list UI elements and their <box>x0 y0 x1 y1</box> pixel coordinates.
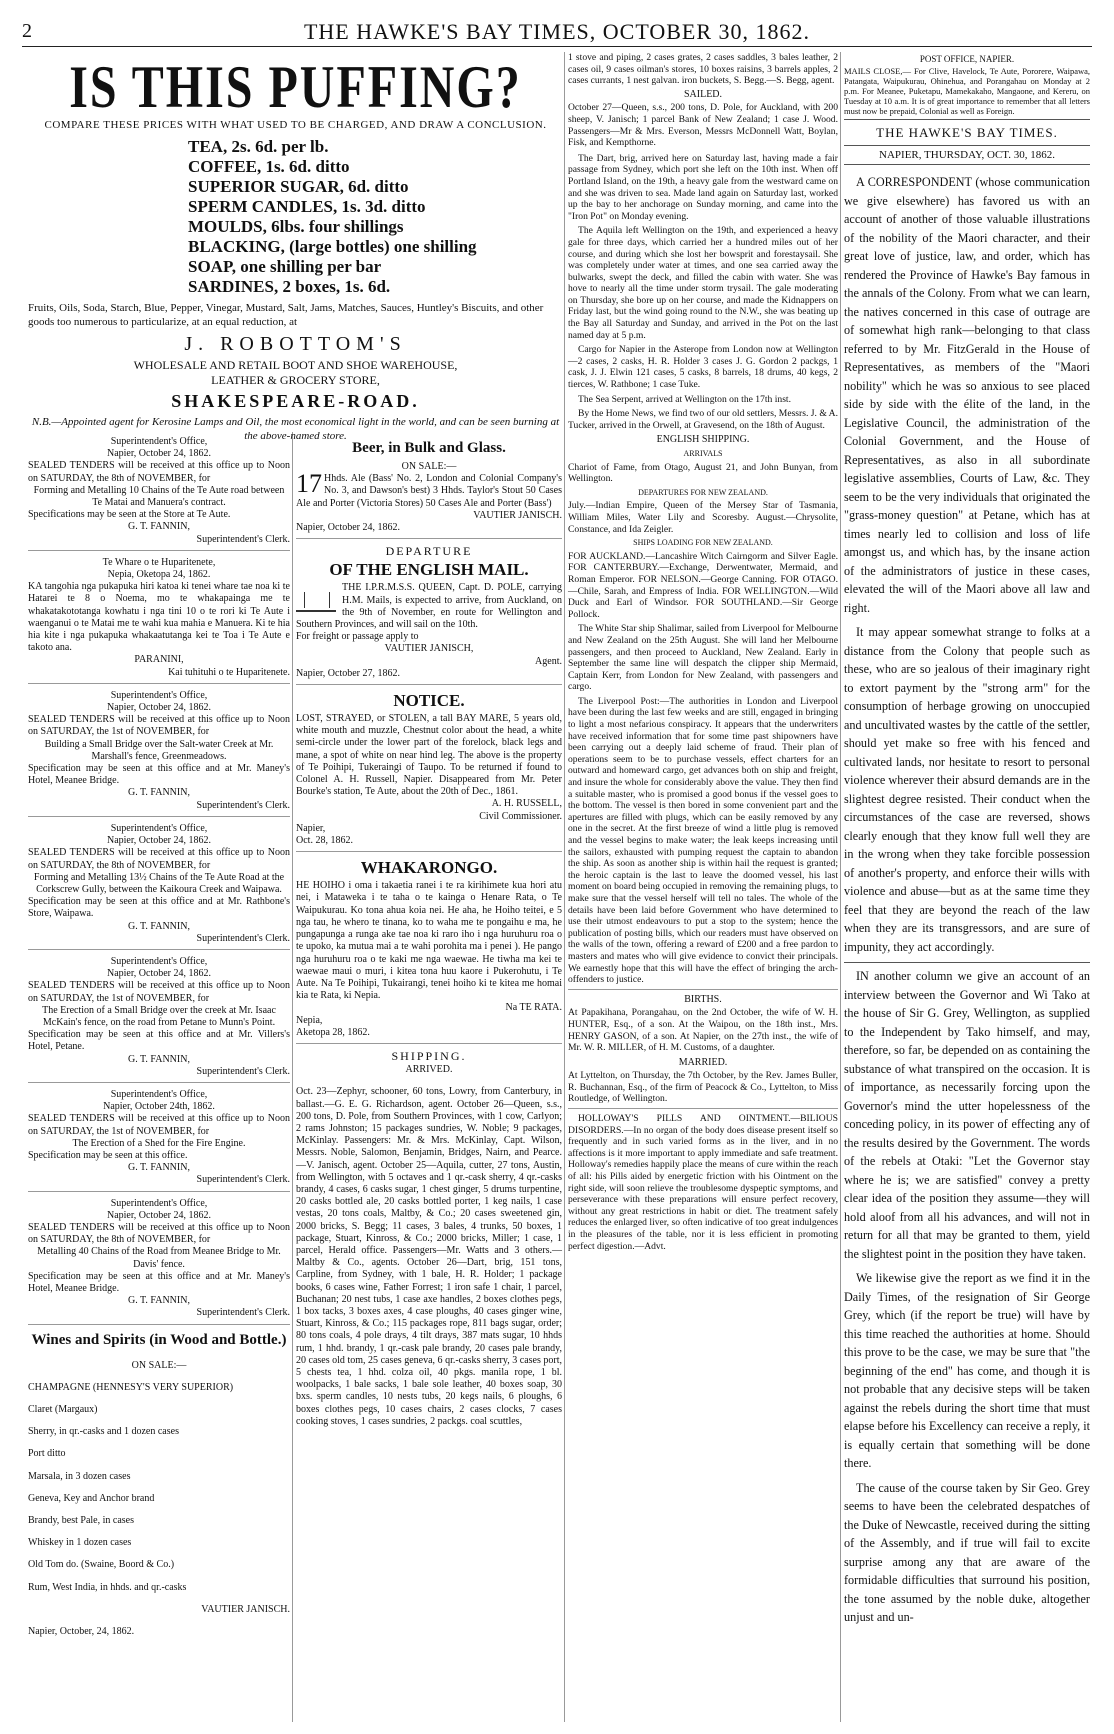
date-line: Napier, October 24th, 1862. <box>103 1101 215 1113</box>
shipping-heading: SHIPPING. <box>391 1048 467 1063</box>
signature: G. T. FANNIN, <box>128 1162 190 1174</box>
date-line: Napier, October 24, 1862. <box>106 1209 211 1221</box>
signature: G. T. FANNIN, <box>128 1053 190 1065</box>
tender-notice <box>28 1089 290 1192</box>
shop-subtitle: LEATHER & GROCERY STORE, <box>211 373 380 387</box>
notice-body: KA tangohia nga pukapuka hiri katoa ki tenei whare tae noa ki te Hatarei te 8 o Noema, mo te whakapainga me te whakatakototanga kowhatu i nga tini 10 o te rori ki Te Aute i waenganui o te Matai me te wahi kua mahia e Manuera. Ki te hia hia kite i nga pukapuka whakaatutanga kei te Toa i Te Aute e takoto ana. <box>28 581 290 654</box>
signature-role: Agent. <box>535 655 562 667</box>
maori-notice <box>28 557 290 684</box>
date-line: Napier, October 24, 1862. <box>296 522 401 534</box>
masthead <box>22 18 1092 47</box>
column-2 <box>296 436 562 1438</box>
editorial-paragraph: IN another column we give an account of an interview between the Governor and Wi Tako at the house of Sir G. Grey, Wellington, as supplied to the Independent by Tako himself, and may, therefore, so far, be depended on as containing the substance of what transpired on the occasion. It is of importance, as necessarily forcing upon the Governor's mind the utter hopelessness of the conceding policy, in its power of effecting any of the results desired by the Government. The words of the rebels at Otaki: "Let the Governor stay where he is; we are satisfied" convey a pretty clear idea of the position they assume—they will hold aloof from all his advances, and will not in return for all that may be granted to them, yield the slightest point in the position they have taken. <box>844 962 1090 1263</box>
steamship-icon <box>296 588 336 612</box>
price-item: SARDINES, 2 boxes, 1s. 6d. <box>188 277 391 296</box>
wine-item: Rum, West India, in hhds. and qr.-casks <box>28 1581 187 1593</box>
wine-item: Old Tom do. (Swaine, Boord & Co.) <box>28 1559 175 1571</box>
signature-role: Superintendent's Clerk. <box>196 1307 290 1319</box>
mail-body: THE I.P.R.M.S.S. QUEEN, Capt. D. POLE, carrying H.M. Mails, is expected to arrive, from Auckland, on the 9th of November, en route for Wellington and Southern Provinces, and will sail on the 10th. <box>296 582 562 631</box>
wine-item: Brandy, best Pale, in cases <box>28 1515 134 1527</box>
sea-serpent-report: The Sea Serpent, arrived at Wellington on the 17th inst. <box>578 393 791 405</box>
office-line: Superintendent's Office, <box>110 822 208 834</box>
signature-role: Superintendent's Clerk. <box>196 533 290 545</box>
office-line: Superintendent's Office, <box>110 955 208 967</box>
signature: G. T. FANNIN, <box>128 920 190 932</box>
office-line: Superintendent's Office, <box>110 1088 208 1100</box>
whakarongo-body: HE HOIHO i oma i takaetia ranei i te ra kirihimete kua hori atu nei, i Mataweka i te taha o te kainga o Henare Rata, o Te Waipukurau. Ko tona ahua koia nei. He aha, he Hoiho teitei, e 5 nga tau, he whero te tinana, ko to waha me te pongaihu e ma, he pungapunga a runga ake tae noa ki raro iho i nga huruhuru roa o te upoko, ka mutua mai a te wahi porohita ma i penei ). He pango nga huruhuru roa o te kaki me nga waewae. He tiwha ma kei te waewae maui o muri, i kitea tona huu kaore i Pukerohutu, i Te Aute. Na Te Poihipi, Tukairangi, tenei hoiho ki te kitea me homai kia te Rata, ki Nepia. <box>296 880 562 1002</box>
price-item: TEA, 2s. 6d. per lb. <box>188 137 329 156</box>
editorial-date: NAPIER, THURSDAY, OCT. 30, 1862. <box>844 145 1090 166</box>
wines-advertisement <box>28 1331 290 1639</box>
place-line: Nepia, <box>296 1014 323 1026</box>
office-line: Superintendent's Office, <box>110 1197 208 1209</box>
tender-body: SEALED TENDERS will be received at this office up to Noon on SATURDAY, the 1st of NOVEMBER, for <box>28 980 290 1004</box>
holloway-advertisement: HOLLOWAY'S PILLS AND OINTMENT.—BILIOUS DISORDERS.—In no organ of the body does disease present itself so frequently and in such varied forms as in the liver, and in no affections is it more important to apply immediate and safe treatment. Holloway's remedies happily place the means of cure within the reach of all: his Pills aided by energetic friction with his Ointment on the right side, will soon relieve the troublesome dyspeptic symptoms, and perseverance with these preparations will ensure perfect recovery, without any great restrictions in habit or diet. The treatment safely reduces the enlarged liver, so often indicative of too great indulgences in the pleasures of the table, nor it is less efficient in promoting perfect digestion.—Advt. <box>568 1113 838 1252</box>
price-item: SOAP, one shilling per bar <box>188 257 382 276</box>
sailed-heading: SAILED. <box>683 88 723 100</box>
tender-work: The Erection of a Shed for the Fire Engine. <box>72 1137 246 1149</box>
signature: VAUTIER JANISCH. <box>201 1603 290 1615</box>
column-rule <box>840 52 841 1722</box>
tender-spec: Specification may be seen at this office and at Mr. Maney's Hotel, Meanee Bridge. <box>28 763 290 787</box>
signature: G. T. FANNIN, <box>128 787 190 799</box>
date-line: Napier, October 24, 1862. <box>106 968 211 980</box>
loading-body: FOR AUCKLAND.—Lancashire Witch Cairngorm and Silver Eagle. FOR CANTERBURY.—Exchange, Derwentwater, Mermaid, and Roman Emperor. FOR NELSON.—George Canning. FOR OTAGO.—Chile, Sarah, and Empress of India. FOR WELLINGTON.—Wild Duck and Earl of Windsor. FOR SOUTHLAND.—Sir George Pollock. <box>568 550 838 620</box>
tender-spec: Specification may be seen at this office. <box>28 1149 188 1161</box>
signature-role: Superintendent's Clerk. <box>196 1065 290 1077</box>
tender-work: Building a Small Bridge over the Salt-water Creek at Mr. Marshall's fence, Greenmeadows. <box>44 738 274 762</box>
asterope-cargo: Cargo for Napier in the Asterope from London now at Wellington—2 cases, 2 casks, H. R. Holder 3 cases J. G. Gordon 2 packgs, 1 cask, J. J. Elwin 121 cases, 5 casks, 8 barrels, 18 drums, 40 kegs, 2 tierces, W. Rathbone; 1 case Tuke. <box>568 344 838 391</box>
post-office-heading: POST OFFICE, NAPIER. <box>919 54 1015 64</box>
wine-item: Port ditto <box>28 1448 66 1460</box>
signature: G. T. FANNIN, <box>128 1295 190 1307</box>
beer-advertisement <box>296 439 562 539</box>
tender-body: SEALED TENDERS will be received at this office up to Noon on SATURDAY, the 8th of NOVEMBER, for <box>28 1221 290 1246</box>
signature: A. H. RUSSELL, <box>491 798 562 810</box>
wine-item: CHAMPAGNE (HENNESY'S VERY SUPERIOR) <box>28 1381 234 1393</box>
shop-name: J. ROBOTTOM'S <box>184 333 407 355</box>
tender-notice <box>28 956 290 1083</box>
beer-quantity: 17 <box>296 469 322 499</box>
editorial-paragraph: A CORRESPONDENT (whose communication we give elsewhere) has favored us with an account of another of those valuable illustrations of the nobility of the Maori character, and their great love of justice, law, and order, which has rendered the Province of Hawke's Bay famous in the annals of the Colony. From what we can learn, the natives concerned in this case of outrage are of somewhat high rank—belonging to that class referred to by Mr. FitzGerald in the House of Representatives, as members of the "Maori nobility" which he was so anxious to see placed side by side with the élite of the land, in the Legislative Council, the administration of the Colonial Government, and the House of Representatives, as also in all subordinate legislative assemblies, Courts of Law, &c. They seem to be the very individuals that originated the "grass-money question" at Petane, which has at times nearly led to collision and loss of life amongst us, and which has, by the insane action of the administrators of justice in these cases, elevated the will of the Maori above all law and right. <box>844 175 1090 615</box>
date-line: Napier, October 24, 1862. <box>106 702 211 714</box>
tender-work: Forming and Metalling 10 Chains of the Te Aute road between Te Matai and Manuera's contract. <box>33 484 285 509</box>
notice-heading: NOTICE. <box>393 691 465 711</box>
place-line: Napier, <box>296 822 326 834</box>
date-line: Napier, October 27, 1862. <box>296 667 401 679</box>
date-line: Nepia, Oketopa 24, 1862. <box>107 569 211 581</box>
beer-heading: Beer, in Bulk and Glass. <box>352 440 506 456</box>
liverpool-post-report: The Liverpool Post:—The authorities in London and Liverpool have been during the last few weeks and are still, engaged in bringing to light a most nefarious conspiracy. It appears that the underwriters have received information that for some time past shipowners have been carrying out a deeply laid scheme of fraud. Their plan of operations seem to be to purchase vessels, effect charters for an outward and homeward cargo, get advances both on ship and freight, and insure the whole for considerably above the value. They then find a suitable master, who is promised a good bonus if the vessel goes to the bottom. The vessel is then bored in some convenient part and the apertures are filled with plugs, which can be easily removed by any one in the secret. At the first breeze of wind a little plug is removed and the vessel begins to make water; the leak keeps increasing until the sailors, exhausted with pumping request the captain to abandon the ship. As soon as another ship is within hail the request is granted; the heroic captain is the last to leave the doomed vessel, his last moment on board being occupied in removing the remaining plugs, to make sure that the vessel herself will tell no tales. The whole of the details have been laid before Government who have determined to use their utmost endeavours to put a stop to the system; hence the publication of posting bills, which our readers must have observed on the walls of the town, offering a reward of £200 and a free pardon to masters and mates who will give evidence to convict their principals. We earnestly hope that this will have the effect of bringing the arch-offenders to justice. <box>568 696 838 990</box>
signature-role: Kai tuhituhi o te Huparitenete. <box>168 666 290 678</box>
price-list <box>188 137 563 297</box>
loading-heading: SHIPS LOADING FOR NEW ZEALAND. <box>633 538 773 548</box>
tender-notice <box>28 690 290 817</box>
tender-work: The Erection of a Small Bridge over the creek at Mr. Isaac McKain's fence, on the road from Petane to Munn's Point. <box>42 1004 276 1028</box>
shop-note: N.B.—Appointed agent for Kerosine Lamps and Oil, the most economical light in the world, and can be seen burning at the above-named store. <box>31 416 560 442</box>
post-office-body: MAILS CLOSE,— For Clive, Havelock, Te Aute, Pororere, Waipawa, Patangata, Waipukurau, Ohinehua, and Porangahau on Monday at 2 p.m. For Meanee, Puketapu, Mamekakaho, Mangaone, and Kereru, on Tuesday at 10 a.m. It is of great importance to remember that all letters must now be prepaid, Colonial as well as Foreign. <box>844 66 1090 116</box>
date-line: Oct. 28, 1862. <box>296 835 353 847</box>
shop-subtitle: WHOLESALE AND RETAIL BOOT AND SHOE WAREHOUSE, <box>133 358 458 372</box>
post-office-notice <box>844 54 1090 120</box>
departures-heading: DEPARTURES FOR NEW ZEALAND. <box>638 487 768 497</box>
tender-work: Forming and Metalling 13½ Chains of the Te Aute Road at the Corkscrew Gully, between the Kaikoura Creek and Waipawa. <box>33 871 285 895</box>
shop-road: SHAKESPEARE-ROAD. <box>171 391 420 411</box>
aquila-report: The Aquila left Wellington on the 19th, and experienced a heavy gale for three days, which carried her a hundred miles out of her course, and during which she lost her bowsprit and forestaysail. She was completely under water at times, and one sea carried away the bulwarks, swept the deck, and filled the cabin with water. She was hove to nearly all the time under storm trysail. The gale moderating on Thursday, she bore up on her course, and made the Kidnappers on Friday last, but the wind going round to the N.W., she was beating up the Bay all Saturday and Sunday, and arrived in the Pot on the last named day at 5 p.m. <box>568 225 838 341</box>
signature: VAUTIER JANISCH, <box>384 643 474 655</box>
mail-heading-2: OF THE ENGLISH MAIL. <box>329 560 529 580</box>
arrivals-heading: ARRIVALS <box>683 449 723 458</box>
price-item: BLACKING, (large bottles) one shilling <box>188 237 477 256</box>
home-news-report: By the Home News, we find two of our old settlers, Messrs. J. & A. Tucker, arrived in the Orwell, at Gravesend, on the 18th of August. <box>568 408 838 431</box>
price-item: COFFEE, 1s. 6d. ditto <box>188 157 350 176</box>
arrived-heading: ARRIVED. <box>405 1064 453 1076</box>
signature-role: Civil Commissioner. <box>479 810 562 822</box>
date-line: Napier, October 24, 1862. <box>106 835 211 847</box>
tender-spec: Specification may be seen at this office and at Mr. Maney's Hotel, Meanee Bridge. <box>28 1270 290 1294</box>
puffing-lead: COMPARE THESE PRICES WITH WHAT USED TO BE CHARGED, AND DRAW A CONCLUSION. <box>44 119 547 131</box>
whakarongo-notice <box>296 858 562 1044</box>
editorial-paragraph: It may appear somewhat strange to folks at a distance from the Colony that people such as these, who are so jealous of their imaginary right to extort payment by the "strong arm" for the consumption of herbage growing on unoccupied and uncultivated wastes by the cattle of the settler, should yet make so free with his fenced and cultivated lands, nor hesitate to resort to personal violence wherever their absurd demands are in the slightest degree resisted. Their conduct when the circumstances of the case are reversed, shows clearly enough that they know full well they are in the wrong when they take forcible possession of another's property, and enforce their wills with violence and abuse—but as at the same time they feel that they are beyond the reach of the law when they are its transgressors, and are sure of impunity, they act accordingly. <box>844 625 1090 954</box>
tender-spec: Specification may be seen at this office and at Mr. Villers's Hotel, Petane. <box>28 1029 290 1053</box>
wine-item: Claret (Margaux) <box>28 1404 98 1416</box>
price-item: SPERM CANDLES, 1s. 3d. ditto <box>188 197 426 216</box>
shipping-body: Oct. 23—Zephyr, schooner, 60 tons, Lowry, from Canterbury, in ballast.—G. E. G. Richardson, agent. October 26—Queen, s.s., 200 tons, D. Pole, from Southern Provinces, with 1 cow, Carlyon; 2 rams Johnston; 15 packages sundries, W. Noble; 9 packages, McKinlay. Passengers: Mr. & Mrs. McKinlay, Capt. Wilson, Messrs. Noble, Salomon, Benjamin, Bridges, Nairn, and Pearce.—V. Janisch, agent. October 25—Aquila, cutter, 27 tons, Austin, from Wellington, with 5 octaves and 1 qr.-cask sherry, 4 qr.-casks brandy, 4 cases, 6 casks sugar, 1 chest ginger, 5 drums turpentine, 20 casks bottled ale, 20 casks bottled porter, 1 keg nails, 1 case vestas, 20 tons coals, Maltby, & Co.; 20 cases sweetened gin, 2000 bricks, S. Begg; 11 cases, 3 bales, 4 trunks, 50 boxes, 1 package, Stuart, Kinross, & Co.; 2000 bricks, Miller; 1 case, 1 parcel, Herald office. Passengers—Mr. Watts and 3 others.—Maltby & Co., agents. October 26—Dart, brig, 151 tons, Carpline, from Sydney, with 1 bale, H. R. Holder; 1 package books, 6 cases wine, Father Forrest; 1 iron safe 1 chair, 1 parcel, Buchanan; 20 nest tubs, 1 case axe handles, 2 boxes clothes pegs, 1 box tacks, 3 boxes axes, 4 case ploughs, 40 cases ginger wine, Stuart, Kinross, & Co.; 115 packages rope, 811 bags sugar, order; 80 tons coals, 4 pole drays, 4 tilt drays, 387 mats sugar, 10 hhds rum, 1 hhd. brandy, 1 qr.-cask pale brandy, 20 cases pale brandy, 20 cases old tom, 25 cases geneva, 6 qr.-casks sherry, 3 cases port, 5 chests tea, 1 hhd. colza oil, 40 pkgs. manila rope, 1 bl. woolpacks, 1 bale sacks, 1 bale sole leather, 40 boxes soap, 30 bxs. sperm candles, 10 nests tubs, 20 kegs nails, 6 ploughs, 6 boxes clothes pegs, 10 cases chairs, 2 cases clocks, 7 cases cooking stoves, 1 cases sundries, 2 packgs. coal scuttles, <box>296 1086 562 1427</box>
english-shipping-heading: ENGLISH SHIPPING. <box>656 434 750 446</box>
price-item: MOULDS, 6lbs. four shillings <box>188 217 404 236</box>
arrivals-body: Chariot of Fame, from Otago, August 21, and John Bunyan, from Wellington. <box>568 461 838 485</box>
tender-notice <box>28 823 290 950</box>
mail-heading-1: DEPARTURE <box>385 544 473 559</box>
tender-notice <box>28 436 290 551</box>
wine-item: Sherry, in qr.-casks and 1 dozen cases <box>28 1426 179 1438</box>
dart-report: The Dart, brig, arrived here on Saturday last, having made a fair passage from Sydney, which port she left on the 10th inst. When off Portland Island, on the 19th, a heavy gale from the westward came on and she was driven to sea. Made land again on Saturday last, worked up the bay to her anchorage on Sunday morning, and came into the "Iron Pot" on Monday evening. <box>568 152 838 222</box>
signature: PARANINI, <box>134 654 184 666</box>
office-line: Superintendent's Office, <box>110 436 208 447</box>
freight-line: For freight or passage apply to <box>296 631 419 643</box>
births-heading: BIRTHS. <box>684 993 722 1005</box>
tender-spec: Specification may be seen at this office and at Mr. Rathbone's Store, Waipawa. <box>28 896 290 920</box>
column-1 <box>28 436 290 1648</box>
price-item: SUPERIOR SUGAR, 6d. ditto <box>188 177 409 196</box>
signature-role: Superintendent's Clerk. <box>196 1174 290 1186</box>
tender-notice <box>28 1198 290 1325</box>
editorial-paragraph: The cause of the course taken by Sir Geo. Grey seems to have been the celebrated despatches of the Duke of Newcastle, received during the sitting of the Assembly, and if true will fail to excite surprise among any that are aware of the formidable difficulties that surround his position, the tone assumed by the noble duke, altogether unjust and un- <box>844 1480 1090 1624</box>
newspaper-title: THE HAWKE'S BAY TIMES, OCTOBER 30, 1862. <box>303 19 811 44</box>
mail-advertisement <box>296 545 562 685</box>
date-line: Napier, October, 24, 1862. <box>28 1626 135 1638</box>
page-number: 2 <box>22 20 32 42</box>
on-sale-label: ON SALE:— <box>131 1359 187 1371</box>
office-line: Superintendent's Office, <box>110 689 208 701</box>
wine-item: Marsala, in 3 dozen cases <box>28 1470 131 1482</box>
column-4 <box>844 52 1090 1633</box>
tender-spec: Specifications may be seen at the Store at Te Aute. <box>28 509 231 521</box>
column-3 <box>568 52 838 1252</box>
column-rule <box>292 432 293 1722</box>
editorial-paragraph: We likewise give the report as we find it in the Daily Times, of the resignation of Sir George Grey, which (if the report be true) will have by this time reached the authorities at home. Should this prove to be the case, we may be sure that "the beginning of the end" has come, and though it is not probable that any decisive steps will be taken against the rebels during the short time that must elapse before his Excellency can receive a reply, it is equally certain that something will be done there. <box>844 1271 1090 1470</box>
editorial <box>844 124 1090 1627</box>
beer-items: Hhds. Ale (Bass' No. 2, London and Colonial Company's No. 3, and Dawson's best) 3 Hhds. Taylor's Stout 50 Cases Ale and Porter (Victoria Stores) 50 Cases Ale and Porter (Bass') <box>296 473 562 509</box>
signature: VAUTIER JANISCH. <box>473 509 562 521</box>
notice-advertisement <box>296 691 562 852</box>
whakarongo-heading: WHAKARONGO. <box>360 858 498 878</box>
puffing-headline: IS THIS PUFFING? <box>69 54 522 121</box>
departures-body: July.—Indian Empire, Queen of the Mersey Star of Tasmania, William Miles, Water Lily and Scoresby. August.—Chrysolite, Constance, and Ida Zeigler. <box>568 500 838 535</box>
signature: Na TE RATA. <box>505 1002 562 1014</box>
wines-heading: Wines and Spirits (in Wood and Bottle.) <box>31 1331 287 1348</box>
editorial-title: THE HAWKE'S BAY TIMES. <box>876 125 1058 140</box>
on-sale-label: ON SALE:— <box>401 461 457 472</box>
notice-body: LOST, STRAYED, or STOLEN, a tall BAY MARE, 5 years old, white mouth and muzzle, Chestnut color about the head, a white semi-circle under the lower part of the forelock, black legs and mane, a spot of white on near hind leg. The above is the property of Te Poihipi, Tukeraingi of Taupo. To be returned if found to Colonel A. H. Russell, Napier. Disappeared from Mr. Peter Bourke's station, Te Aute, about the 20th of Dec., 1861. <box>296 713 562 798</box>
signature-role: Superintendent's Clerk. <box>196 799 290 811</box>
wine-item: Whiskey in 1 dozen cases <box>28 1537 132 1549</box>
tender-body: SEALED TENDERS will be received at this office up to Noon on SATURDAY, the 8th of NOVEMBER, for <box>28 847 290 871</box>
column-rule <box>564 52 565 1722</box>
sailed-body: October 27—Queen, s.s., 200 tons, D. Pole, for Auckland, with 200 sheep, V. Janisch; 1 parcel Bank of New Zealand; 1 case J. Wood. Passengers—Mr & Mrs. Everson, Messrs McDonnell Watt, Boylan, Fisk, and Kempthorne. <box>568 102 838 149</box>
shipping-section <box>296 1050 562 1428</box>
tender-body: SEALED TENDERS will be received at this office up to Noon on SATURDAY, the 8th of NOVEMBER, for <box>28 460 290 484</box>
wine-item: Geneva, Key and Anchor brand <box>28 1492 155 1504</box>
office-line: Te Whare o te Huparitenete, <box>102 556 216 568</box>
date-line: Napier, October 24, 1862. <box>106 448 211 460</box>
births-body: At Papakihana, Porangahau, on the 2nd October, the wife of W. H. HUNTER, Esq., of a son. At the Waipou, on the 18th inst., Mrs. HENRY GASON, of a son. At Napier, on the 27th inst., the wife of Mr. W. R. MILLER, of H. M. Customs, of a daughter. <box>568 1007 838 1054</box>
tender-body: SEALED TENDERS will be received at this office up to Noon on SATURDAY, the 1st of NOVEMBER, for <box>28 1113 290 1137</box>
date-line: Aketopa 28, 1862. <box>296 1026 370 1038</box>
tender-body: SEALED TENDERS will be received at this office up to Noon on SATURDAY, the 1st of NOVEMBER, for <box>28 714 290 738</box>
shipping-continued: 1 stove and piping, 2 cases grates, 2 cases saddles, 3 bales leather, 2 cases oil, 9 cases oilman's stores, 10 boxes raisins, 3 barrels apples, 2 cases currants, 1 nest galvan. iron buckets, S. Begg.—S. Begg, agent. <box>568 52 838 87</box>
married-heading: MARRIED. <box>678 1056 728 1068</box>
tender-work: Metalling 40 Chains of the Road from Meanee Bridge to Mr. Davis' fence. <box>37 1246 281 1270</box>
puffing-text: Fruits, Oils, Soda, Starch, Blue, Pepper, Vinegar, Mustard, Salt, Jams, Matches, Sauces, Huntley's Biscuits, and other goods too numerous to particularize, at an equal reduction, at <box>28 302 544 328</box>
signature: G. T. FANNIN, <box>128 521 190 533</box>
signature-role: Superintendent's Clerk. <box>196 932 290 944</box>
shalimar-report: The White Star ship Shalimar, sailed from Liverpool for Melbourne and New Zealand on the 25th August. She will land her Melbourne passengers, and then proceed to Auckland, New Zealand. Early in September the same line will despatch the clipper ship Mermaid, Captain Kerr, from London for New Zealand, with passengers and cargo. <box>568 623 839 693</box>
married-body: At Lyttelton, on Thursday, the 7th October, by the Rev. James Buller, R. Buchannan, Esq., of the firm of Peacock & Co., Lyttelton, to Miss Routledge, of Wellington. <box>568 1070 838 1109</box>
